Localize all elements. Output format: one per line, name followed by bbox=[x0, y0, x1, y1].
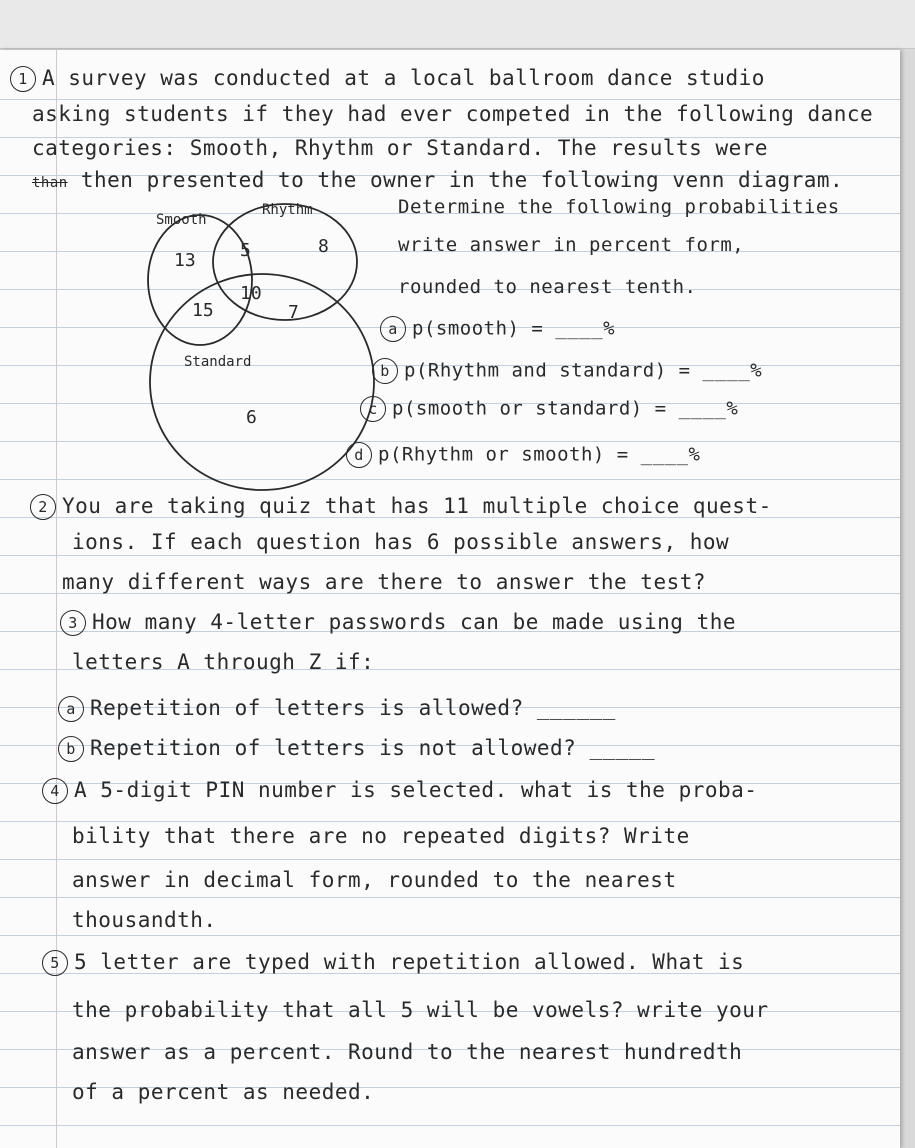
q4-line-4: thousandth. bbox=[72, 908, 217, 932]
q4-line-3: answer in decimal form, rounded to the nearest bbox=[72, 868, 677, 892]
q4-line-1: 4 A 5-digit PIN number is selected. what is the proba- bbox=[42, 778, 757, 804]
viewer-top-bar bbox=[0, 0, 915, 49]
venn-rhythm-standard: 7 bbox=[288, 302, 299, 323]
venn-label-standard: Standard bbox=[184, 354, 252, 370]
q1-instruction-3: rounded to nearest tenth. bbox=[398, 276, 697, 298]
q2-line-1: 2 You are taking quiz that has 11 multiple choice quest- bbox=[30, 494, 772, 520]
venn-label-smooth: Smooth bbox=[156, 212, 207, 228]
q5-line-3: answer as a percent. Round to the nearest hundredth bbox=[72, 1040, 743, 1064]
q1-line-2: asking students if they had ever competed in the following dance bbox=[32, 102, 874, 126]
q1-part-d: d p(Rhythm or smooth) = ____% bbox=[346, 442, 700, 468]
q5-line-1: 5 5 letter are typed with repetition allowed. What is bbox=[42, 950, 744, 976]
q4-line-2: bility that there are no repeated digits? Write bbox=[72, 824, 690, 848]
q4-number: 4 bbox=[42, 778, 68, 804]
venn-rhythm-only: 8 bbox=[318, 236, 329, 257]
venn-circle-rhythm bbox=[213, 204, 357, 320]
q2-number: 2 bbox=[30, 494, 56, 520]
q3-line-1: 3 How many 4-letter passwords can be made using the bbox=[60, 610, 736, 636]
q1-line-1: 1 A survey was conducted at a local ballroom dance studio bbox=[10, 66, 765, 92]
q1-line-3: categories: Smooth, Rhythm or Standard. The results were bbox=[32, 136, 769, 160]
venn-smooth-standard: 15 bbox=[192, 300, 214, 321]
venn-smooth-only: 13 bbox=[174, 250, 196, 271]
q1-line-4: than then presented to the owner in the following venn diagram. bbox=[32, 168, 844, 192]
q5-line-2: the probability that all 5 will be vowels? write your bbox=[72, 998, 769, 1022]
venn-circle-smooth bbox=[148, 215, 252, 345]
venn-label-rhythm: Rhythm bbox=[262, 202, 313, 218]
q1-part-b: b p(Rhythm and standard) = ____% bbox=[372, 358, 762, 384]
margin-line bbox=[56, 50, 57, 1148]
venn-standard-only: 6 bbox=[246, 407, 257, 428]
q1-number: 1 bbox=[10, 66, 36, 92]
q3-part-a: a Repetition of letters is allowed? ______ bbox=[58, 696, 616, 722]
q2-line-3: many different ways are there to answer the test? bbox=[62, 570, 707, 594]
q2-line-2: ions. If each question has 6 possible answers, how bbox=[72, 530, 730, 554]
q5-number: 5 bbox=[42, 950, 68, 976]
q1-part-c: c p(smooth or standard) = ____% bbox=[360, 396, 738, 422]
q1-instruction-2: write answer in percent form, bbox=[398, 234, 745, 256]
q3-part-b: b Repetition of letters is not allowed? _____ bbox=[58, 736, 655, 762]
q1-part-a: a p(smooth) = ____% bbox=[380, 316, 615, 342]
venn-smooth-rhythm: 5 bbox=[240, 240, 251, 261]
venn-circle-standard bbox=[150, 274, 374, 490]
q1-instruction-1: Determine the following probabilities bbox=[398, 196, 840, 218]
q5-line-4: of a percent as needed. bbox=[72, 1080, 375, 1104]
notebook-page bbox=[0, 50, 900, 1148]
struck-word: than bbox=[32, 175, 68, 191]
q3-line-2: letters A through Z if: bbox=[72, 650, 375, 674]
venn-all-three: 10 bbox=[240, 283, 262, 304]
q3-number: 3 bbox=[60, 610, 86, 636]
